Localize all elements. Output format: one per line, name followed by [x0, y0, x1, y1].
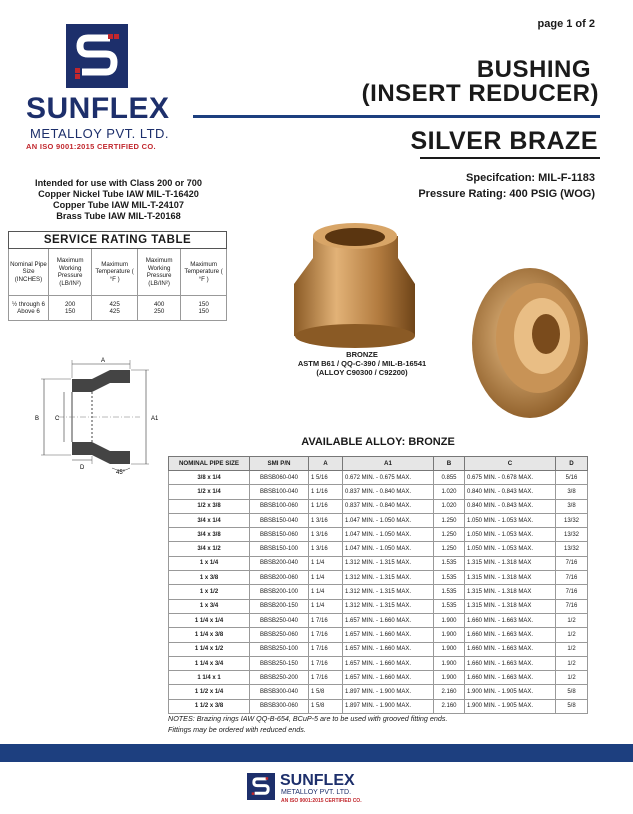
table-cell: 1.660 MIN. - 1.663 MAX. — [465, 613, 556, 627]
table-row — [169, 513, 588, 527]
dim-label-angle: 45° — [116, 470, 126, 476]
table-cell: BBSB150-100 — [250, 542, 309, 556]
intended-use-text — [10, 178, 227, 222]
footer-iso-certification: AN ISO 9001:2015 CERTIFIED CO. — [281, 798, 362, 804]
table-cell: 1.657 MIN. - 1.660 MAX. — [343, 656, 434, 670]
table-cell: 3/8 — [556, 499, 588, 513]
table-cell: 1 1/2 x 1/4 — [169, 685, 250, 699]
table-cell: BBSB250-150 — [250, 656, 309, 670]
table-cell: 2.160 — [434, 685, 465, 699]
table-cell: BBSB100-040 — [250, 485, 309, 499]
table-cell: BBSB200-100 — [250, 585, 309, 599]
dim-label-d: D — [80, 465, 85, 471]
material-line: ASTM B61 / QQ-C-390 / MIL-B-16541 — [297, 359, 427, 368]
table-cell: 1.660 MIN. - 1.663 MAX. — [465, 671, 556, 685]
table-cell: BBSB060-040 — [250, 471, 309, 485]
table-row — [169, 499, 588, 513]
company-subtitle: METALLOY PVT. LTD. — [30, 126, 170, 141]
service-cell: 150 150 — [181, 296, 227, 321]
table-cell: 1 7/16 — [309, 656, 343, 670]
table-cell: 1.900 — [434, 642, 465, 656]
table-cell: 1.020 — [434, 485, 465, 499]
table-cell: 1.657 MIN. - 1.660 MAX. — [343, 642, 434, 656]
cross-section-diagram — [30, 356, 165, 476]
col-header: B — [434, 457, 465, 471]
company-logo-icon — [66, 24, 128, 88]
table-cell: 1.535 — [434, 571, 465, 585]
table-cell: 1.900 — [434, 671, 465, 685]
table-cell: 1.660 MIN. - 1.663 MAX. — [465, 628, 556, 642]
table-cell: BBSB300-040 — [250, 685, 309, 699]
material-line: BRONZE — [346, 350, 378, 359]
table-cell: 1.660 MIN. - 1.663 MAX. — [465, 642, 556, 656]
table-cell: 1 1/4 — [309, 571, 343, 585]
table-cell: 1.312 MIN. - 1.315 MAX. — [343, 556, 434, 570]
table-cell: 1.312 MIN. - 1.315 MAX. — [343, 571, 434, 585]
service-cell: 200 150 — [48, 296, 91, 321]
footer-band — [0, 744, 633, 762]
table-row — [169, 628, 588, 642]
intended-line: Copper Nickel Tube IAW MIL-T-16420 — [38, 189, 199, 199]
title-divider — [193, 115, 600, 118]
material-caption — [262, 350, 462, 377]
table-cell: 0.840 MIN. - 0.843 MAX. — [465, 485, 556, 499]
service-table-title: SERVICE RATING TABLE — [9, 232, 227, 249]
table-row — [169, 642, 588, 656]
table-cell: 1/2 x 3/8 — [169, 499, 250, 513]
table-cell: 1 5/8 — [309, 685, 343, 699]
col-header: A — [309, 457, 343, 471]
table-cell: 7/16 — [556, 556, 588, 570]
footer-logo-icon — [247, 773, 275, 800]
table-cell: 7/16 — [556, 599, 588, 613]
specification-block — [418, 170, 595, 202]
table-cell: 1 1/4 — [309, 599, 343, 613]
table-cell: 1 1/16 — [309, 485, 343, 499]
table-cell: 1.312 MIN. - 1.315 MAX. — [343, 585, 434, 599]
table-cell: 1.315 MIN. - 1.318 MAX — [465, 599, 556, 613]
table-cell: 1 1/4 — [309, 585, 343, 599]
table-cell: 1 7/16 — [309, 642, 343, 656]
table-cell: 1/2 — [556, 671, 588, 685]
material-line: (ALLOY C90300 / C92200) — [316, 368, 408, 377]
table-cell: 1 1/16 — [309, 499, 343, 513]
service-rating-table — [8, 231, 227, 321]
table-cell: 1.250 — [434, 528, 465, 542]
table-cell: 5/16 — [556, 471, 588, 485]
table-cell: 1 1/2 x 3/8 — [169, 699, 250, 713]
table-cell: 1 x 3/8 — [169, 571, 250, 585]
table-cell: BBSB100-060 — [250, 499, 309, 513]
table-cell: 1 7/16 — [309, 613, 343, 627]
service-header: Maximum Working Pressure (LB/IN²) — [48, 249, 91, 296]
table-cell: 3/4 x 1/4 — [169, 513, 250, 527]
table-cell: 1 1/4 x 3/8 — [169, 628, 250, 642]
table-cell: BBSB150-040 — [250, 513, 309, 527]
table-cell: 1.050 MIN. - 1.053 MAX. — [465, 542, 556, 556]
table-cell: 1/2 — [556, 642, 588, 656]
table-cell: 1.050 MIN. - 1.053 MAX. — [465, 528, 556, 542]
table-cell: 1 5/16 — [309, 471, 343, 485]
table-cell: 13/32 — [556, 542, 588, 556]
product-title-line1: BUSHING — [476, 56, 591, 83]
table-cell: 1.900 MIN. - 1.905 MAX. — [465, 699, 556, 713]
table-cell: 1 1/4 x 1/4 — [169, 613, 250, 627]
page-number: page 1 of 2 — [537, 18, 595, 30]
table-row — [169, 685, 588, 699]
intended-line: Copper Tube IAW MIL-T-24107 — [52, 200, 185, 210]
table-row — [169, 471, 588, 485]
table-cell: BBSB150-060 — [250, 528, 309, 542]
pressure-rating-text: Pressure Rating: 400 PSIG (WOG) — [418, 188, 595, 200]
table-cell: 1.660 MIN. - 1.663 MAX. — [465, 656, 556, 670]
table-cell: 7/16 — [556, 571, 588, 585]
table-row — [169, 542, 588, 556]
col-header: NOMINAL PIPE SIZE — [169, 457, 250, 471]
table-cell: 1.657 MIN. - 1.660 MAX. — [343, 628, 434, 642]
notes — [168, 714, 448, 735]
specification-text: Specifcation: MIL-F-1183 — [466, 172, 595, 184]
dimensions-table — [168, 456, 588, 714]
company-name: SUNFLEX — [26, 92, 170, 125]
table-cell: 1.047 MIN. - 1.050 MAX. — [343, 542, 434, 556]
table-cell: 0.840 MIN. - 0.843 MAX. — [465, 499, 556, 513]
table-cell: 1.250 — [434, 542, 465, 556]
table-cell: 1 1/4 x 1 — [169, 671, 250, 685]
table-cell: 1.047 MIN. - 1.050 MAX. — [343, 528, 434, 542]
service-header: Maximum Temperature ( °F ) — [181, 249, 227, 296]
table-cell: 1 1/4 x 1/2 — [169, 642, 250, 656]
table-cell: 3/8 — [556, 485, 588, 499]
table-cell: 1.900 — [434, 656, 465, 670]
table-row — [169, 699, 588, 713]
table-cell: BBSB200-060 — [250, 571, 309, 585]
table-cell: 1.535 — [434, 599, 465, 613]
available-alloy-heading: AVAILABLE ALLOY: BRONZE — [301, 436, 455, 448]
table-row — [169, 671, 588, 685]
table-cell: BBSB250-100 — [250, 642, 309, 656]
table-cell: 1 3/16 — [309, 542, 343, 556]
table-cell: 1.315 MIN. - 1.318 MAX — [465, 556, 556, 570]
service-header: Maximum Working Pressure (LB/IN²) — [137, 249, 180, 296]
table-cell: 0.672 MIN. - 0.675 MAX. — [343, 471, 434, 485]
dim-label-a1: A1 — [151, 416, 159, 422]
intended-line: Brass Tube IAW MIL-T-20168 — [56, 211, 181, 221]
table-row — [169, 485, 588, 499]
table-row — [169, 656, 588, 670]
col-header: C — [465, 457, 556, 471]
table-cell: 1 1/4 — [309, 556, 343, 570]
table-cell: 1 5/8 — [309, 699, 343, 713]
table-row — [169, 571, 588, 585]
table-cell: 1.897 MIN. - 1.900 MAX. — [343, 685, 434, 699]
service-cell: 425 425 — [92, 296, 138, 321]
table-cell: 1 3/16 — [309, 528, 343, 542]
table-cell: 1/2 — [556, 613, 588, 627]
table-cell: 1.312 MIN. - 1.315 MAX. — [343, 599, 434, 613]
table-cell: 0.837 MIN. - 0.840 MAX. — [343, 499, 434, 513]
table-cell: 13/32 — [556, 528, 588, 542]
table-cell: 5/8 — [556, 699, 588, 713]
iso-certification: AN ISO 9001:2015 CERTIFIED CO. — [26, 142, 156, 151]
col-header: SMI P/N — [250, 457, 309, 471]
table-cell: 1.897 MIN. - 1.900 MAX. — [343, 699, 434, 713]
product-title-line2: (INSERT REDUCER) — [361, 80, 599, 107]
table-cell: 1.535 — [434, 585, 465, 599]
table-cell: 7/16 — [556, 585, 588, 599]
table-cell: 0.837 MIN. - 0.840 MAX. — [343, 485, 434, 499]
note-line: Fittings may be ordered with reduced ends. — [168, 724, 306, 734]
service-header: Nominal Pipe Size (INCHES) — [9, 249, 49, 296]
footer-company-subtitle: METALLOY PVT. LTD. — [281, 789, 352, 796]
table-cell: 3/4 x 3/8 — [169, 528, 250, 542]
table-cell: BBSB250-200 — [250, 671, 309, 685]
table-cell: 1.050 MIN. - 1.053 MAX. — [465, 513, 556, 527]
dim-label-c: C — [55, 416, 60, 422]
table-cell: 1.047 MIN. - 1.050 MAX. — [343, 513, 434, 527]
table-cell: 2.160 — [434, 699, 465, 713]
table-cell: 1 x 1/4 — [169, 556, 250, 570]
table-cell: BBSB200-040 — [250, 556, 309, 570]
table-cell: BBSB250-060 — [250, 628, 309, 642]
table-cell: 1.900 — [434, 613, 465, 627]
table-cell: 0.855 — [434, 471, 465, 485]
table-cell: 5/8 — [556, 685, 588, 699]
subtitle-divider — [420, 157, 600, 159]
service-cell: ½ through 6 Above 6 — [9, 296, 49, 321]
table-cell: 3/8 x 1/4 — [169, 471, 250, 485]
col-header: A1 — [343, 457, 434, 471]
product-photo — [280, 218, 600, 428]
table-cell: 3/4 x 1/2 — [169, 542, 250, 556]
table-row — [169, 599, 588, 613]
table-cell: 1 7/16 — [309, 628, 343, 642]
table-row — [169, 556, 588, 570]
table-cell: 1 x 3/4 — [169, 599, 250, 613]
dim-label-a: A — [101, 358, 106, 364]
table-cell: 1 7/16 — [309, 671, 343, 685]
table-cell: BBSB250-040 — [250, 613, 309, 627]
table-cell: 1 1/4 x 3/4 — [169, 656, 250, 670]
table-cell: 1/2 x 1/4 — [169, 485, 250, 499]
table-cell: BBSB200-150 — [250, 599, 309, 613]
col-header: D — [556, 457, 588, 471]
table-cell: BBSB300-060 — [250, 699, 309, 713]
table-cell: 1 3/16 — [309, 513, 343, 527]
table-cell: 1.657 MIN. - 1.660 MAX. — [343, 671, 434, 685]
table-cell: 1.657 MIN. - 1.660 MAX. — [343, 613, 434, 627]
service-cell: 400 250 — [137, 296, 180, 321]
table-cell: 1/2 — [556, 656, 588, 670]
service-header: Maximum Temperature ( °F ) — [92, 249, 138, 296]
table-cell: 1/2 — [556, 628, 588, 642]
footer-company-name: SUNFLEX — [280, 772, 355, 789]
note-line: NOTES: Brazing rings IAW QQ-B-654, BCuP-5 are to be used with grooved fitting ends. — [168, 714, 448, 723]
table-cell: 1.535 — [434, 556, 465, 570]
table-row — [169, 528, 588, 542]
table-cell: 1.315 MIN. - 1.318 MAX — [465, 585, 556, 599]
table-row — [169, 613, 588, 627]
intended-line: Intended for use with Class 200 or 700 — [35, 178, 202, 188]
product-subtitle: SILVER BRAZE — [410, 127, 598, 155]
table-row — [169, 585, 588, 599]
dim-label-b: B — [35, 416, 40, 422]
table-cell: 0.675 MIN. - 0.678 MAX. — [465, 471, 556, 485]
table-cell: 1.315 MIN. - 1.318 MAX — [465, 571, 556, 585]
table-cell: 1.020 — [434, 499, 465, 513]
table-cell: 1.900 MIN. - 1.905 MAX. — [465, 685, 556, 699]
table-cell: 1.250 — [434, 513, 465, 527]
table-cell: 1.900 — [434, 628, 465, 642]
table-cell: 13/32 — [556, 513, 588, 527]
table-cell: 1 x 1/2 — [169, 585, 250, 599]
